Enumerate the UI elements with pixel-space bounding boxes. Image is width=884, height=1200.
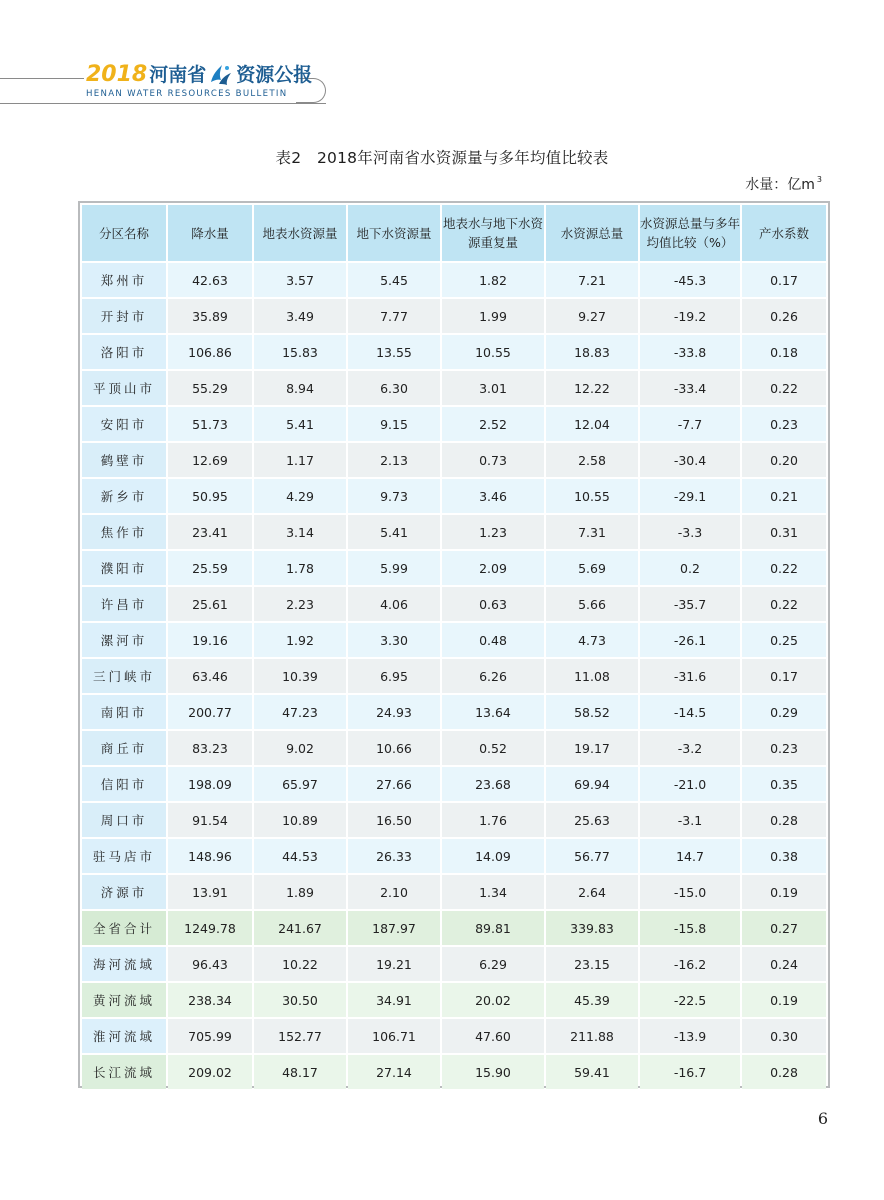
column-header: 分区名称 (82, 205, 166, 261)
table-cell: 1.34 (442, 875, 544, 909)
region-name-cell: 商丘市 (82, 731, 166, 765)
table-cell: -33.8 (640, 335, 740, 369)
table-cell: 0.18 (742, 335, 826, 369)
table-cell: 13.91 (168, 875, 252, 909)
table-cell: 0.22 (742, 371, 826, 405)
table-cell: 0.52 (442, 731, 544, 765)
table-row (82, 695, 826, 729)
table-row (82, 1055, 826, 1089)
table-cell: 9.73 (348, 479, 440, 513)
table-cell: -21.0 (640, 767, 740, 801)
table-cell: 0.23 (742, 407, 826, 441)
table-cell: 48.17 (254, 1055, 346, 1089)
header-rule-top (0, 78, 84, 79)
table-cell: -22.5 (640, 983, 740, 1017)
table-cell: -33.4 (640, 371, 740, 405)
table-cell: 10.55 (546, 479, 638, 513)
table-cell: 19.21 (348, 947, 440, 981)
table-cell: 148.96 (168, 839, 252, 873)
table-cell: 0.63 (442, 587, 544, 621)
table-row (82, 659, 826, 693)
table-cell: 0.30 (742, 1019, 826, 1053)
region-name-cell: 平顶山市 (82, 371, 166, 405)
table-cell: 0.29 (742, 695, 826, 729)
table-cell: 27.66 (348, 767, 440, 801)
table-cell: -30.4 (640, 443, 740, 477)
table-cell: 55.29 (168, 371, 252, 405)
table-cell: 14.09 (442, 839, 544, 873)
table-cell: 3.46 (442, 479, 544, 513)
table-cell: 0.35 (742, 767, 826, 801)
table-cell: 42.63 (168, 263, 252, 297)
table-cell: 30.50 (254, 983, 346, 1017)
table-cell: 2.13 (348, 443, 440, 477)
table-row (82, 335, 826, 369)
table-cell: 44.53 (254, 839, 346, 873)
region-name-cell: 安阳市 (82, 407, 166, 441)
table-cell: 19.16 (168, 623, 252, 657)
unit-superscript: 3 (816, 175, 822, 184)
table-cell: 0.17 (742, 263, 826, 297)
table-cell: 27.14 (348, 1055, 440, 1089)
region-name-cell: 信阳市 (82, 767, 166, 801)
table-cell: 152.77 (254, 1019, 346, 1053)
table-row (82, 875, 826, 909)
table-cell: -13.9 (640, 1019, 740, 1053)
table-cell: 89.81 (442, 911, 544, 945)
table-cell: 5.45 (348, 263, 440, 297)
table-cell: 0.73 (442, 443, 544, 477)
table-cell: 209.02 (168, 1055, 252, 1089)
region-name-cell: 周口市 (82, 803, 166, 837)
column-header: 水资源总量与多年均值比较（%） (640, 205, 740, 261)
table-row (82, 371, 826, 405)
region-name-cell: 郑州市 (82, 263, 166, 297)
table-cell: 2.64 (546, 875, 638, 909)
table-cell: 0.28 (742, 803, 826, 837)
table-cell: 4.73 (546, 623, 638, 657)
table-cell: 63.46 (168, 659, 252, 693)
table-cell: 198.09 (168, 767, 252, 801)
logo-subtitle-en: HENAN WATER RESOURCES BULLETIN (86, 89, 288, 99)
table-cell: 15.90 (442, 1055, 544, 1089)
table-cell: -15.8 (640, 911, 740, 945)
table-cell: 51.73 (168, 407, 252, 441)
table-cell: -16.2 (640, 947, 740, 981)
table-cell: 238.34 (168, 983, 252, 1017)
table-cell: -7.7 (640, 407, 740, 441)
table-cell: 14.7 (640, 839, 740, 873)
region-name-cell: 焦作市 (82, 515, 166, 549)
table-cell: 4.29 (254, 479, 346, 513)
region-name-cell: 黄河流域 (82, 983, 166, 1017)
table-header-row (82, 205, 826, 261)
table-cell: -3.1 (640, 803, 740, 837)
region-name-cell: 漯河市 (82, 623, 166, 657)
table-cell: 0.28 (742, 1055, 826, 1089)
table-cell: 106.86 (168, 335, 252, 369)
region-name-cell: 开封市 (82, 299, 166, 333)
region-name-cell: 洛阳市 (82, 335, 166, 369)
table-cell: 6.30 (348, 371, 440, 405)
table-cell: 23.41 (168, 515, 252, 549)
table-cell: 1249.78 (168, 911, 252, 945)
region-name-cell: 长江流域 (82, 1055, 166, 1089)
table-cell: 65.97 (254, 767, 346, 801)
table-cell: 2.23 (254, 587, 346, 621)
unit-label (745, 174, 822, 194)
table-row (82, 767, 826, 801)
table-cell: 2.52 (442, 407, 544, 441)
table-cell: 3.30 (348, 623, 440, 657)
table-cell: 0.24 (742, 947, 826, 981)
table-cell: 9.02 (254, 731, 346, 765)
table-cell: 1.23 (442, 515, 544, 549)
table-row (82, 803, 826, 837)
region-name-cell: 濮阳市 (82, 551, 166, 585)
table-row (82, 551, 826, 585)
table-row (82, 731, 826, 765)
table-cell: 25.59 (168, 551, 252, 585)
table-cell: 91.54 (168, 803, 252, 837)
table-cell: 26.33 (348, 839, 440, 873)
page-number: 6 (817, 1109, 828, 1128)
table-cell: 69.94 (546, 767, 638, 801)
table-cell: -16.7 (640, 1055, 740, 1089)
table-cell: 7.31 (546, 515, 638, 549)
logo-title-part2: 资源公报 (236, 64, 313, 86)
table-cell: 6.29 (442, 947, 544, 981)
table-cell: 9.27 (546, 299, 638, 333)
region-name-cell: 鹤壁市 (82, 443, 166, 477)
region-name-cell: 全省合计 (82, 911, 166, 945)
table-row (82, 983, 826, 1017)
table-cell: 0.19 (742, 983, 826, 1017)
table-cell: 106.71 (348, 1019, 440, 1053)
table-cell: 47.60 (442, 1019, 544, 1053)
table-cell: 1.82 (442, 263, 544, 297)
table-cell: 5.66 (546, 587, 638, 621)
table-cell: 13.55 (348, 335, 440, 369)
table-cell: 0.38 (742, 839, 826, 873)
table-cell: 0.48 (442, 623, 544, 657)
table-cell: 10.55 (442, 335, 544, 369)
table-cell: 2.58 (546, 443, 638, 477)
table-cell: 705.99 (168, 1019, 252, 1053)
table-cell: 1.92 (254, 623, 346, 657)
table-cell: 96.43 (168, 947, 252, 981)
table-cell: 5.69 (546, 551, 638, 585)
table-row (82, 515, 826, 549)
column-header: 地表水与地下水资源重复量 (442, 205, 544, 261)
table-cell: 0.23 (742, 731, 826, 765)
table-cell: -35.7 (640, 587, 740, 621)
column-header: 降水量 (168, 205, 252, 261)
table-cell: -14.5 (640, 695, 740, 729)
region-name-cell: 三门峡市 (82, 659, 166, 693)
table-cell: 2.10 (348, 875, 440, 909)
table-row (82, 911, 826, 945)
table-cell: 1.76 (442, 803, 544, 837)
table-cell: 0.26 (742, 299, 826, 333)
table-cell: 9.15 (348, 407, 440, 441)
table-cell: 35.89 (168, 299, 252, 333)
table-cell: 12.69 (168, 443, 252, 477)
table-cell: 15.83 (254, 335, 346, 369)
region-name-cell: 许昌市 (82, 587, 166, 621)
table-cell: 3.57 (254, 263, 346, 297)
table-cell: 1.89 (254, 875, 346, 909)
table-cell: 34.91 (348, 983, 440, 1017)
logo-title-part1: 河南省 (149, 64, 207, 86)
table-row (82, 443, 826, 477)
logo-year: 2018 (86, 62, 148, 87)
table-cell: 19.17 (546, 731, 638, 765)
column-header: 水资源总量 (546, 205, 638, 261)
table-cell: 10.39 (254, 659, 346, 693)
table-cell: 6.26 (442, 659, 544, 693)
table-cell: 11.08 (546, 659, 638, 693)
region-name-cell: 南阳市 (82, 695, 166, 729)
table-cell: 0.21 (742, 479, 826, 513)
table-cell: 56.77 (546, 839, 638, 873)
table-cell: 47.23 (254, 695, 346, 729)
column-header: 地表水资源量 (254, 205, 346, 261)
table-cell: 241.67 (254, 911, 346, 945)
table-cell: 200.77 (168, 695, 252, 729)
table-cell: 23.15 (546, 947, 638, 981)
table-cell: 23.68 (442, 767, 544, 801)
table-cell: 6.95 (348, 659, 440, 693)
region-name-cell: 驻马店市 (82, 839, 166, 873)
table-cell: 211.88 (546, 1019, 638, 1053)
table-title: 表2 2018年河南省水资源量与多年均值比较表 (275, 149, 609, 167)
table-cell: 0.31 (742, 515, 826, 549)
table-cell: 3.49 (254, 299, 346, 333)
table-row (82, 839, 826, 873)
table-cell: 2.09 (442, 551, 544, 585)
table-cell: 45.39 (546, 983, 638, 1017)
table-cell: 10.89 (254, 803, 346, 837)
table-cell: -3.3 (640, 515, 740, 549)
table-cell: 20.02 (442, 983, 544, 1017)
table-cell: -3.2 (640, 731, 740, 765)
region-name-cell: 海河流域 (82, 947, 166, 981)
unit-text: 水量：亿m (745, 177, 815, 193)
table-row (82, 947, 826, 981)
table-row (82, 407, 826, 441)
table-cell: 1.17 (254, 443, 346, 477)
table-cell: 10.66 (348, 731, 440, 765)
table-row (82, 263, 826, 297)
table-cell: 339.83 (546, 911, 638, 945)
region-name-cell: 淮河流域 (82, 1019, 166, 1053)
table-cell: 50.95 (168, 479, 252, 513)
table-cell: 7.21 (546, 263, 638, 297)
table-cell: -45.3 (640, 263, 740, 297)
column-header: 地下水资源量 (348, 205, 440, 261)
table-cell: 18.83 (546, 335, 638, 369)
region-name-cell: 济源市 (82, 875, 166, 909)
table-cell: 83.23 (168, 731, 252, 765)
table-cell: 24.93 (348, 695, 440, 729)
column-header: 产水系数 (742, 205, 826, 261)
table-cell: 0.19 (742, 875, 826, 909)
table-cell: -26.1 (640, 623, 740, 657)
table-cell: 187.97 (348, 911, 440, 945)
table-cell: 4.06 (348, 587, 440, 621)
table-cell: 0.27 (742, 911, 826, 945)
table-cell: 59.41 (546, 1055, 638, 1089)
water-resources-table (80, 203, 828, 1091)
table-cell: 3.01 (442, 371, 544, 405)
table-cell: -29.1 (640, 479, 740, 513)
table-row (82, 623, 826, 657)
table-cell: 0.2 (640, 551, 740, 585)
water-splash-icon (207, 62, 233, 88)
water-resources-table-frame (78, 201, 830, 1088)
table-cell: 16.50 (348, 803, 440, 837)
table-cell: 7.77 (348, 299, 440, 333)
bulletin-logo (86, 60, 312, 104)
table-cell: 1.78 (254, 551, 346, 585)
table-cell: 1.99 (442, 299, 544, 333)
table-cell: 0.25 (742, 623, 826, 657)
table-cell: 5.99 (348, 551, 440, 585)
table-cell: 58.52 (546, 695, 638, 729)
table-cell: 10.22 (254, 947, 346, 981)
table-cell: 12.04 (546, 407, 638, 441)
table-cell: 5.41 (348, 515, 440, 549)
table-cell: 0.20 (742, 443, 826, 477)
table-cell: 0.22 (742, 551, 826, 585)
table-cell: -15.0 (640, 875, 740, 909)
table-cell: 12.22 (546, 371, 638, 405)
table-cell: 0.22 (742, 587, 826, 621)
table-cell: 0.17 (742, 659, 826, 693)
table-cell: -19.2 (640, 299, 740, 333)
table-row (82, 299, 826, 333)
table-cell: 3.14 (254, 515, 346, 549)
table-cell: 25.63 (546, 803, 638, 837)
table-cell: 25.61 (168, 587, 252, 621)
table-cell: 8.94 (254, 371, 346, 405)
table-row (82, 587, 826, 621)
table-cell: 5.41 (254, 407, 346, 441)
table-row (82, 1019, 826, 1053)
table-cell: 13.64 (442, 695, 544, 729)
table-cell: -31.6 (640, 659, 740, 693)
table-row (82, 479, 826, 513)
region-name-cell: 新乡市 (82, 479, 166, 513)
